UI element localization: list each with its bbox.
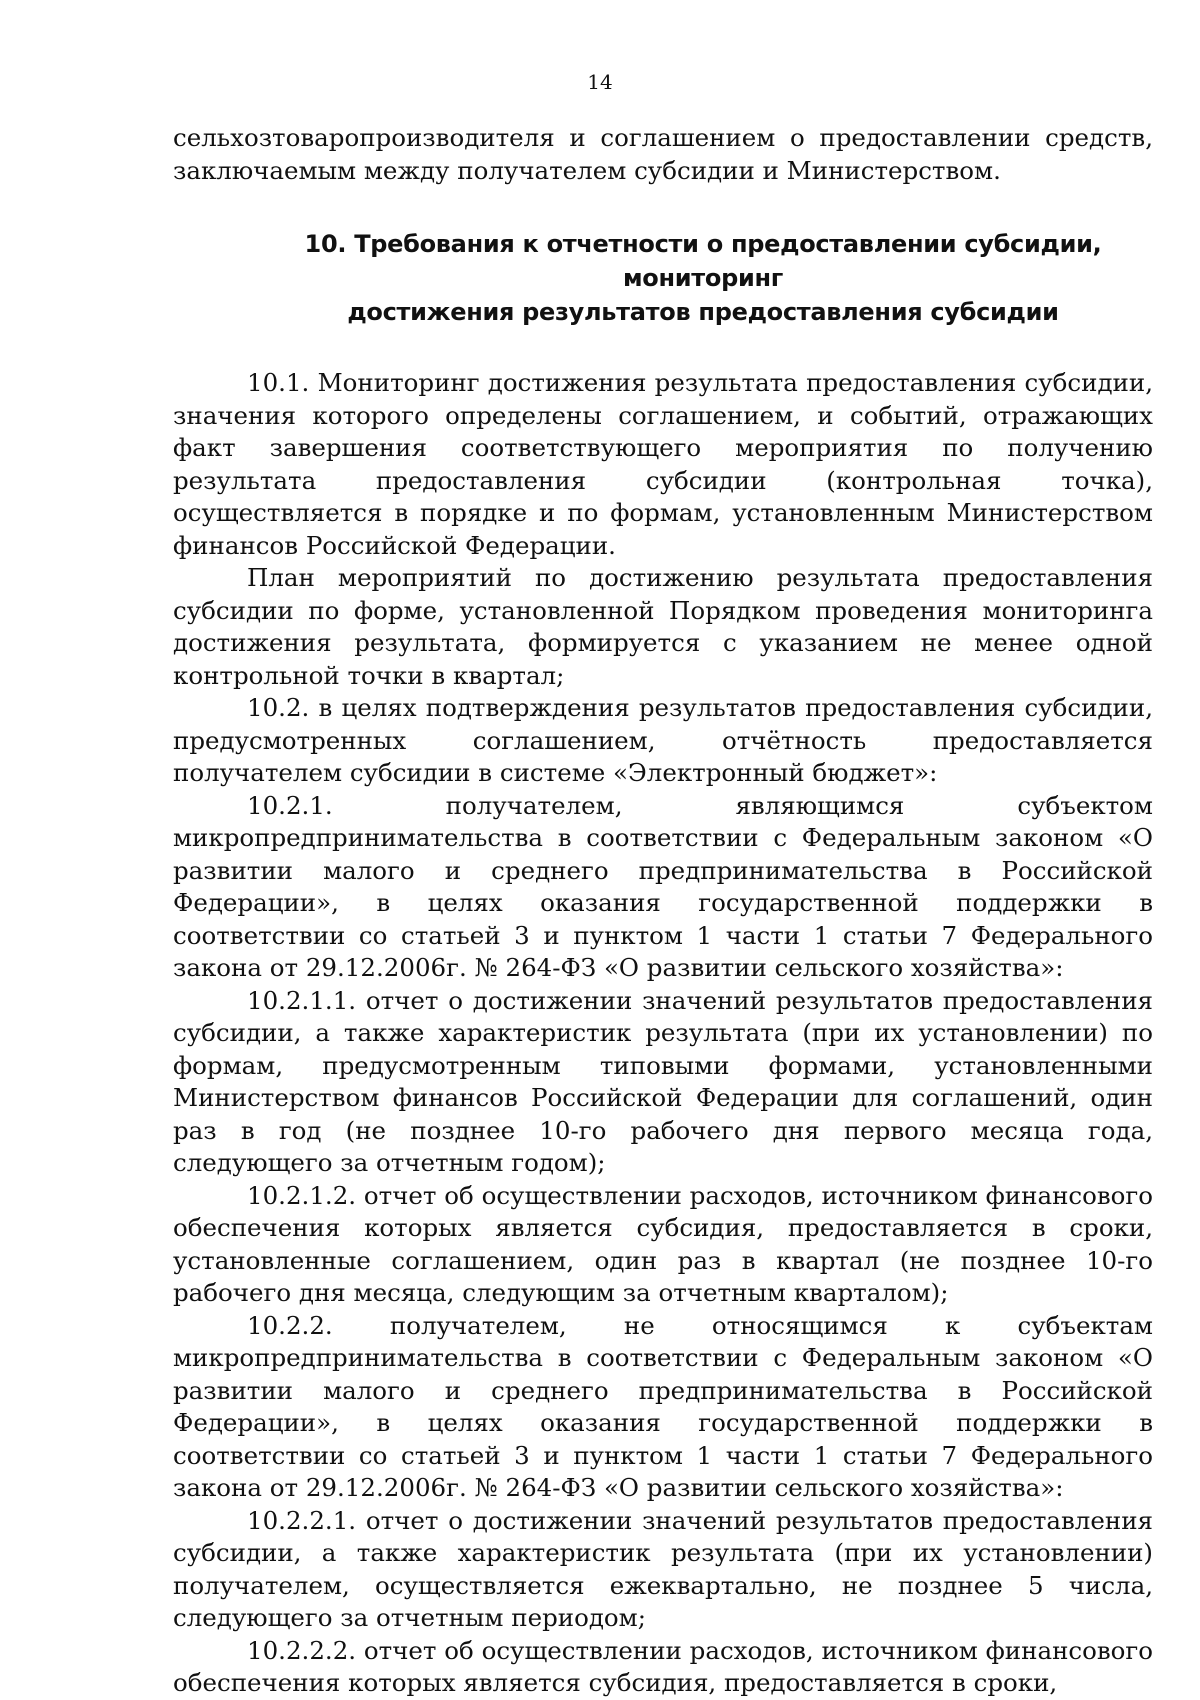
paragraph-10-2-2: 10.2.2. получателем, не относящимся к субъектам микропредпринимательства в соответствии с Федеральным законом «О развитии малого и среднего предпринимательства в Российской Федерации», в целях оказания государственной поддержки в соответствии со статьей 3 и пунктом 1 части 1 статьи 7 Федерального закона от 29.12.2006г. № 264-ФЗ «О развитии сельского хозяйства»:: [173, 1310, 1153, 1502]
section-heading-line-2: достижения результатов предоставления субсидии: [347, 298, 1059, 326]
paragraph-10-2-1: 10.2.1. получателем, являющимся субъектом микропредпринимательства в соответствии с Федеральным законом «О развитии малого и среднего предпринимательства в Российской Федерации», в целях оказания государственной поддержки в соответствии со статьей 3 и пунктом 1 части 1 статьи 7 Федерального закона от 29.12.2006г. № 264-ФЗ «О развитии сельского хозяйства»:: [173, 790, 1153, 982]
paragraph-10-2-1-1: 10.2.1.1. отчет о достижении значений результатов предоставления субсидии, а также характеристик результата (при их установлении) по формам, предусмотренным типовыми формами, установленными Министерством финансов Российской Федерации для соглашений, один раз в год (не позднее 10-го рабочего дня первого месяца года, следующего за отчетным годом);: [173, 985, 1153, 1177]
paragraph-10-2: 10.2. в целях подтверждения результатов предоставления субсидии, предусмотренных соглашением, отчётность предоставляется получателем субсидии в системе «Электронный бюджет»:: [173, 693, 1153, 787]
paragraph-10-2-1-2: 10.2.1.2. отчет об осуществлении расходов, источником финансового обеспечения которых является субсидия, предоставляется в сроки, установленные соглашением, один раз в квартал (не позднее 10-го рабочего дня месяца, следующим за отчетным кварталом);: [173, 1180, 1153, 1307]
paragraph-10-1: 10.1. Мониторинг достижения результата предоставления субсидии, значения которого определены соглашением, и событий, отражающих факт завершения соответствующего мероприятия по получению результата предоставления субсидии (контрольная точка), осуществляется в порядке и по формам, установленным Министерством финансов Российской Федерации.: [173, 368, 1153, 560]
document-body: [173, 122, 1153, 1700]
paragraph-10-2-2-1: 10.2.2.1. отчет о достижении значений результатов предоставления субсидии, а также характеристик результата (при их установлении) получателем, осуществляется ежеквартально, не позднее 5 числа, следующего за отчетным периодом;: [173, 1505, 1153, 1632]
page-number: 14: [587, 70, 613, 94]
paragraph-10-2-2-2: 10.2.2.2. отчет об осуществлении расходов, источником финансового обеспечения которых является субсидия, предоставляется в сроки,: [173, 1635, 1153, 1697]
section-heading: [173, 227, 1153, 329]
continuation-paragraph: сельхозтоваропроизводителя и соглашением о предоставлении средств, заключаемым между получателем субсидии и Министерством.: [173, 123, 1153, 185]
paragraph-plan: План мероприятий по достижению результата предоставления субсидии по форме, установленной Порядком проведения мониторинга достижения результата, формируется с указанием не менее одной контрольной точки в квартал;: [173, 563, 1153, 690]
section-heading-line-1: 10. Требования к отчетности о предоставлении субсидии, мониторинг: [304, 230, 1102, 292]
